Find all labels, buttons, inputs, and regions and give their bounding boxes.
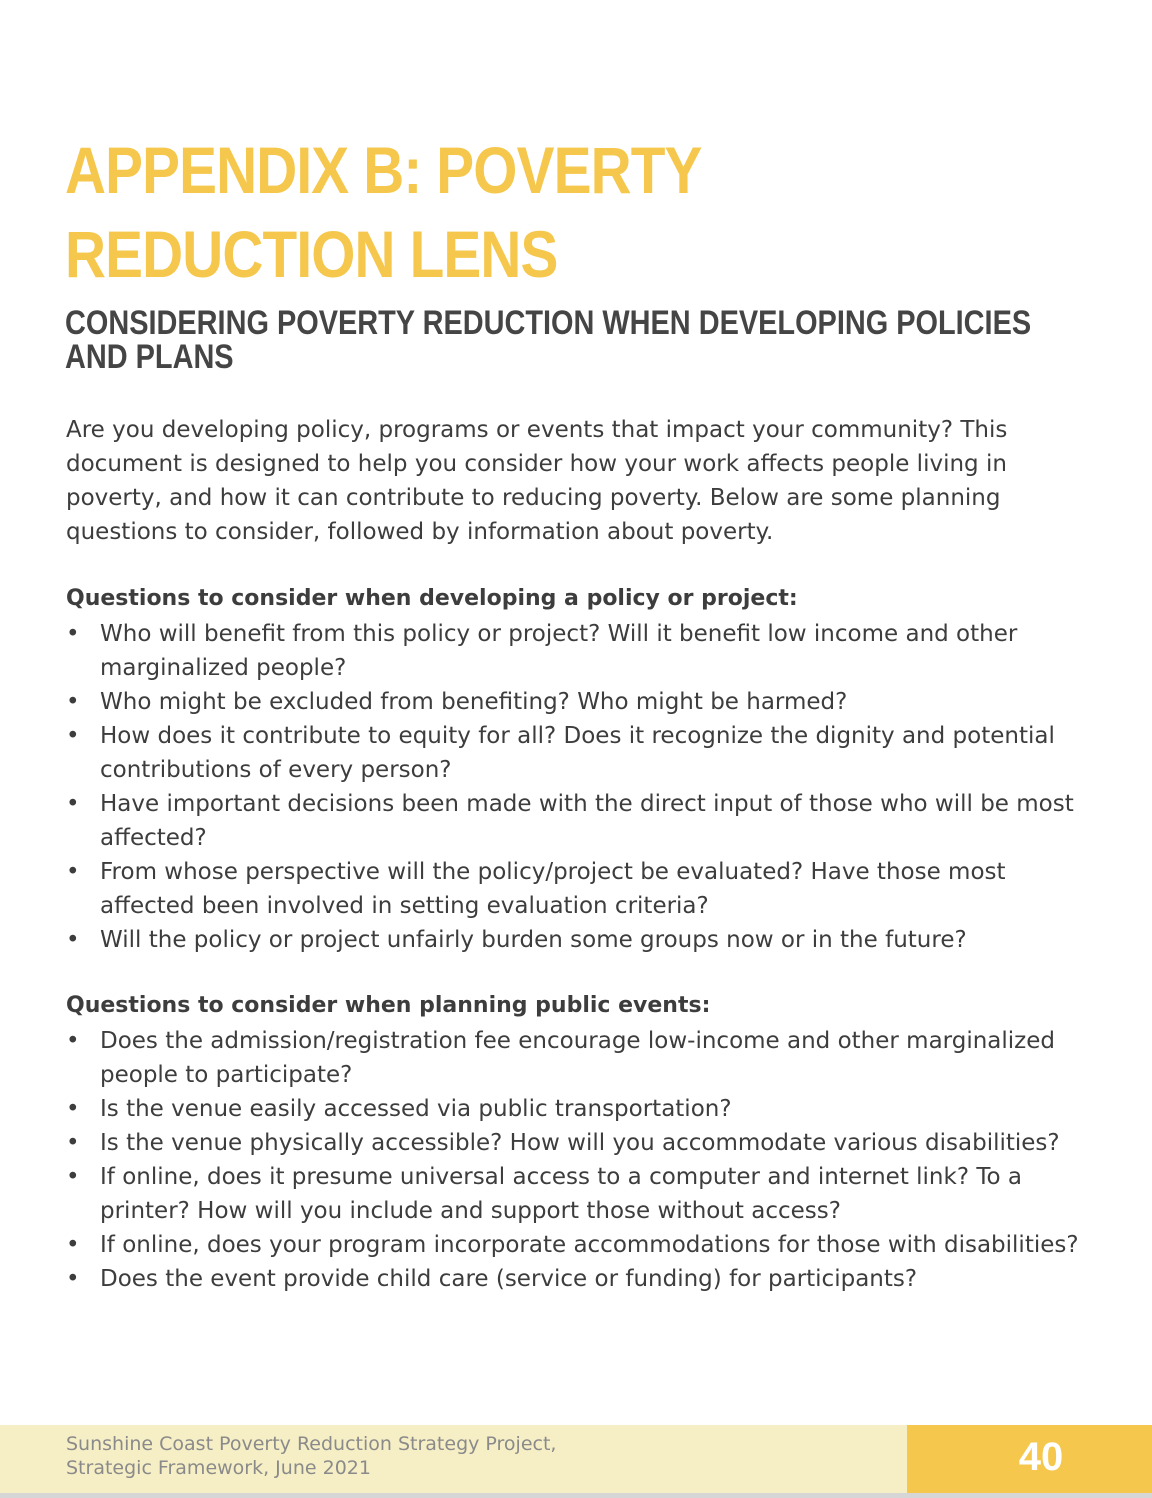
list-item-text: Have important decisions been made with the direct input of those who will be most affected? (100, 791, 1074, 851)
bullet-icon: • (66, 689, 80, 715)
list-item (66, 1228, 1086, 1262)
policy-questions-list (66, 617, 1086, 957)
list-item (66, 1160, 1086, 1228)
list-item (66, 1126, 1086, 1160)
list-item (66, 1262, 1086, 1296)
list-item-text: Will the policy or project unfairly burden some groups now or in the future? (100, 927, 967, 953)
list-item-text: Who will benefit from this policy or project? Will it benefit low income and other marginalized people? (100, 621, 1018, 681)
list-item-text: Does the event provide child care (service or funding) for participants? (100, 1266, 918, 1292)
list-item (66, 1024, 1086, 1092)
bullet-icon: • (66, 927, 80, 953)
bottom-rule (0, 1493, 1152, 1498)
footer-line-1: Sunshine Coast Poverty Reduction Strategy Project, (66, 1433, 557, 1455)
list-item (66, 1092, 1086, 1126)
bullet-icon: • (66, 621, 80, 647)
list-item-text: Is the venue physically accessible? How will you accommodate various disabilities? (100, 1130, 1060, 1156)
events-questions-list (66, 1024, 1086, 1296)
list-item (66, 719, 1086, 787)
footer-line-2: Strategic Framework, June 2021 (66, 1457, 371, 1479)
bullet-icon: • (66, 1266, 80, 1292)
bullet-icon: • (66, 1096, 80, 1122)
footer-citation (66, 1432, 556, 1480)
bullet-icon: • (66, 1130, 80, 1156)
list-item (66, 685, 1086, 719)
list-item-text: From whose perspective will the policy/project be evaluated? Have those most affected been involved in setting evaluation criteria? (100, 859, 1006, 919)
list-item-text: How does it contribute to equity for all? Does it recognize the dignity and potential contributions of every person? (100, 723, 1055, 783)
page-title: APPENDIX B: POVERTY REDUCTION LENS (65, 133, 701, 291)
bullet-icon: • (66, 1164, 80, 1190)
page-subtitle: CONSIDERING POVERTY REDUCTION WHEN DEVELOPING POLICIES AND PLANS (65, 304, 1032, 376)
events-questions-heading: Questions to consider when planning public events: (66, 993, 711, 1018)
bullet-icon: • (66, 791, 80, 817)
list-item (66, 787, 1086, 855)
list-item (66, 855, 1086, 923)
intro-paragraph: Are you developing policy, programs or events that impact your community? This document is designed to help you consider how your work affects people living in poverty, and how it can contribute to reducing poverty. Below are some planning questions to consider, followed by information about poverty. (66, 417, 1008, 545)
bullet-icon: • (66, 1232, 80, 1258)
policy-questions-heading: Questions to consider when developing a policy or project: (66, 586, 798, 611)
page-number: 40 (1018, 1435, 1064, 1479)
list-item-text: Does the admission/registration fee encourage low-income and other marginalized people to participate? (100, 1028, 1055, 1088)
bullet-icon: • (66, 723, 80, 749)
list-item-text: If online, does your program incorporate accommodations for those with disabilities? (100, 1232, 1079, 1258)
list-item-text: Who might be excluded from benefiting? Who might be harmed? (100, 689, 848, 715)
list-item (66, 617, 1086, 685)
list-item (66, 923, 1086, 957)
list-item-text: Is the venue easily accessed via public transportation? (100, 1096, 732, 1122)
bullet-icon: • (66, 1028, 80, 1054)
bullet-icon: • (66, 859, 80, 885)
list-item-text: If online, does it presume universal access to a computer and internet link? To a printer? How will you include and support those without access? (100, 1164, 1022, 1224)
